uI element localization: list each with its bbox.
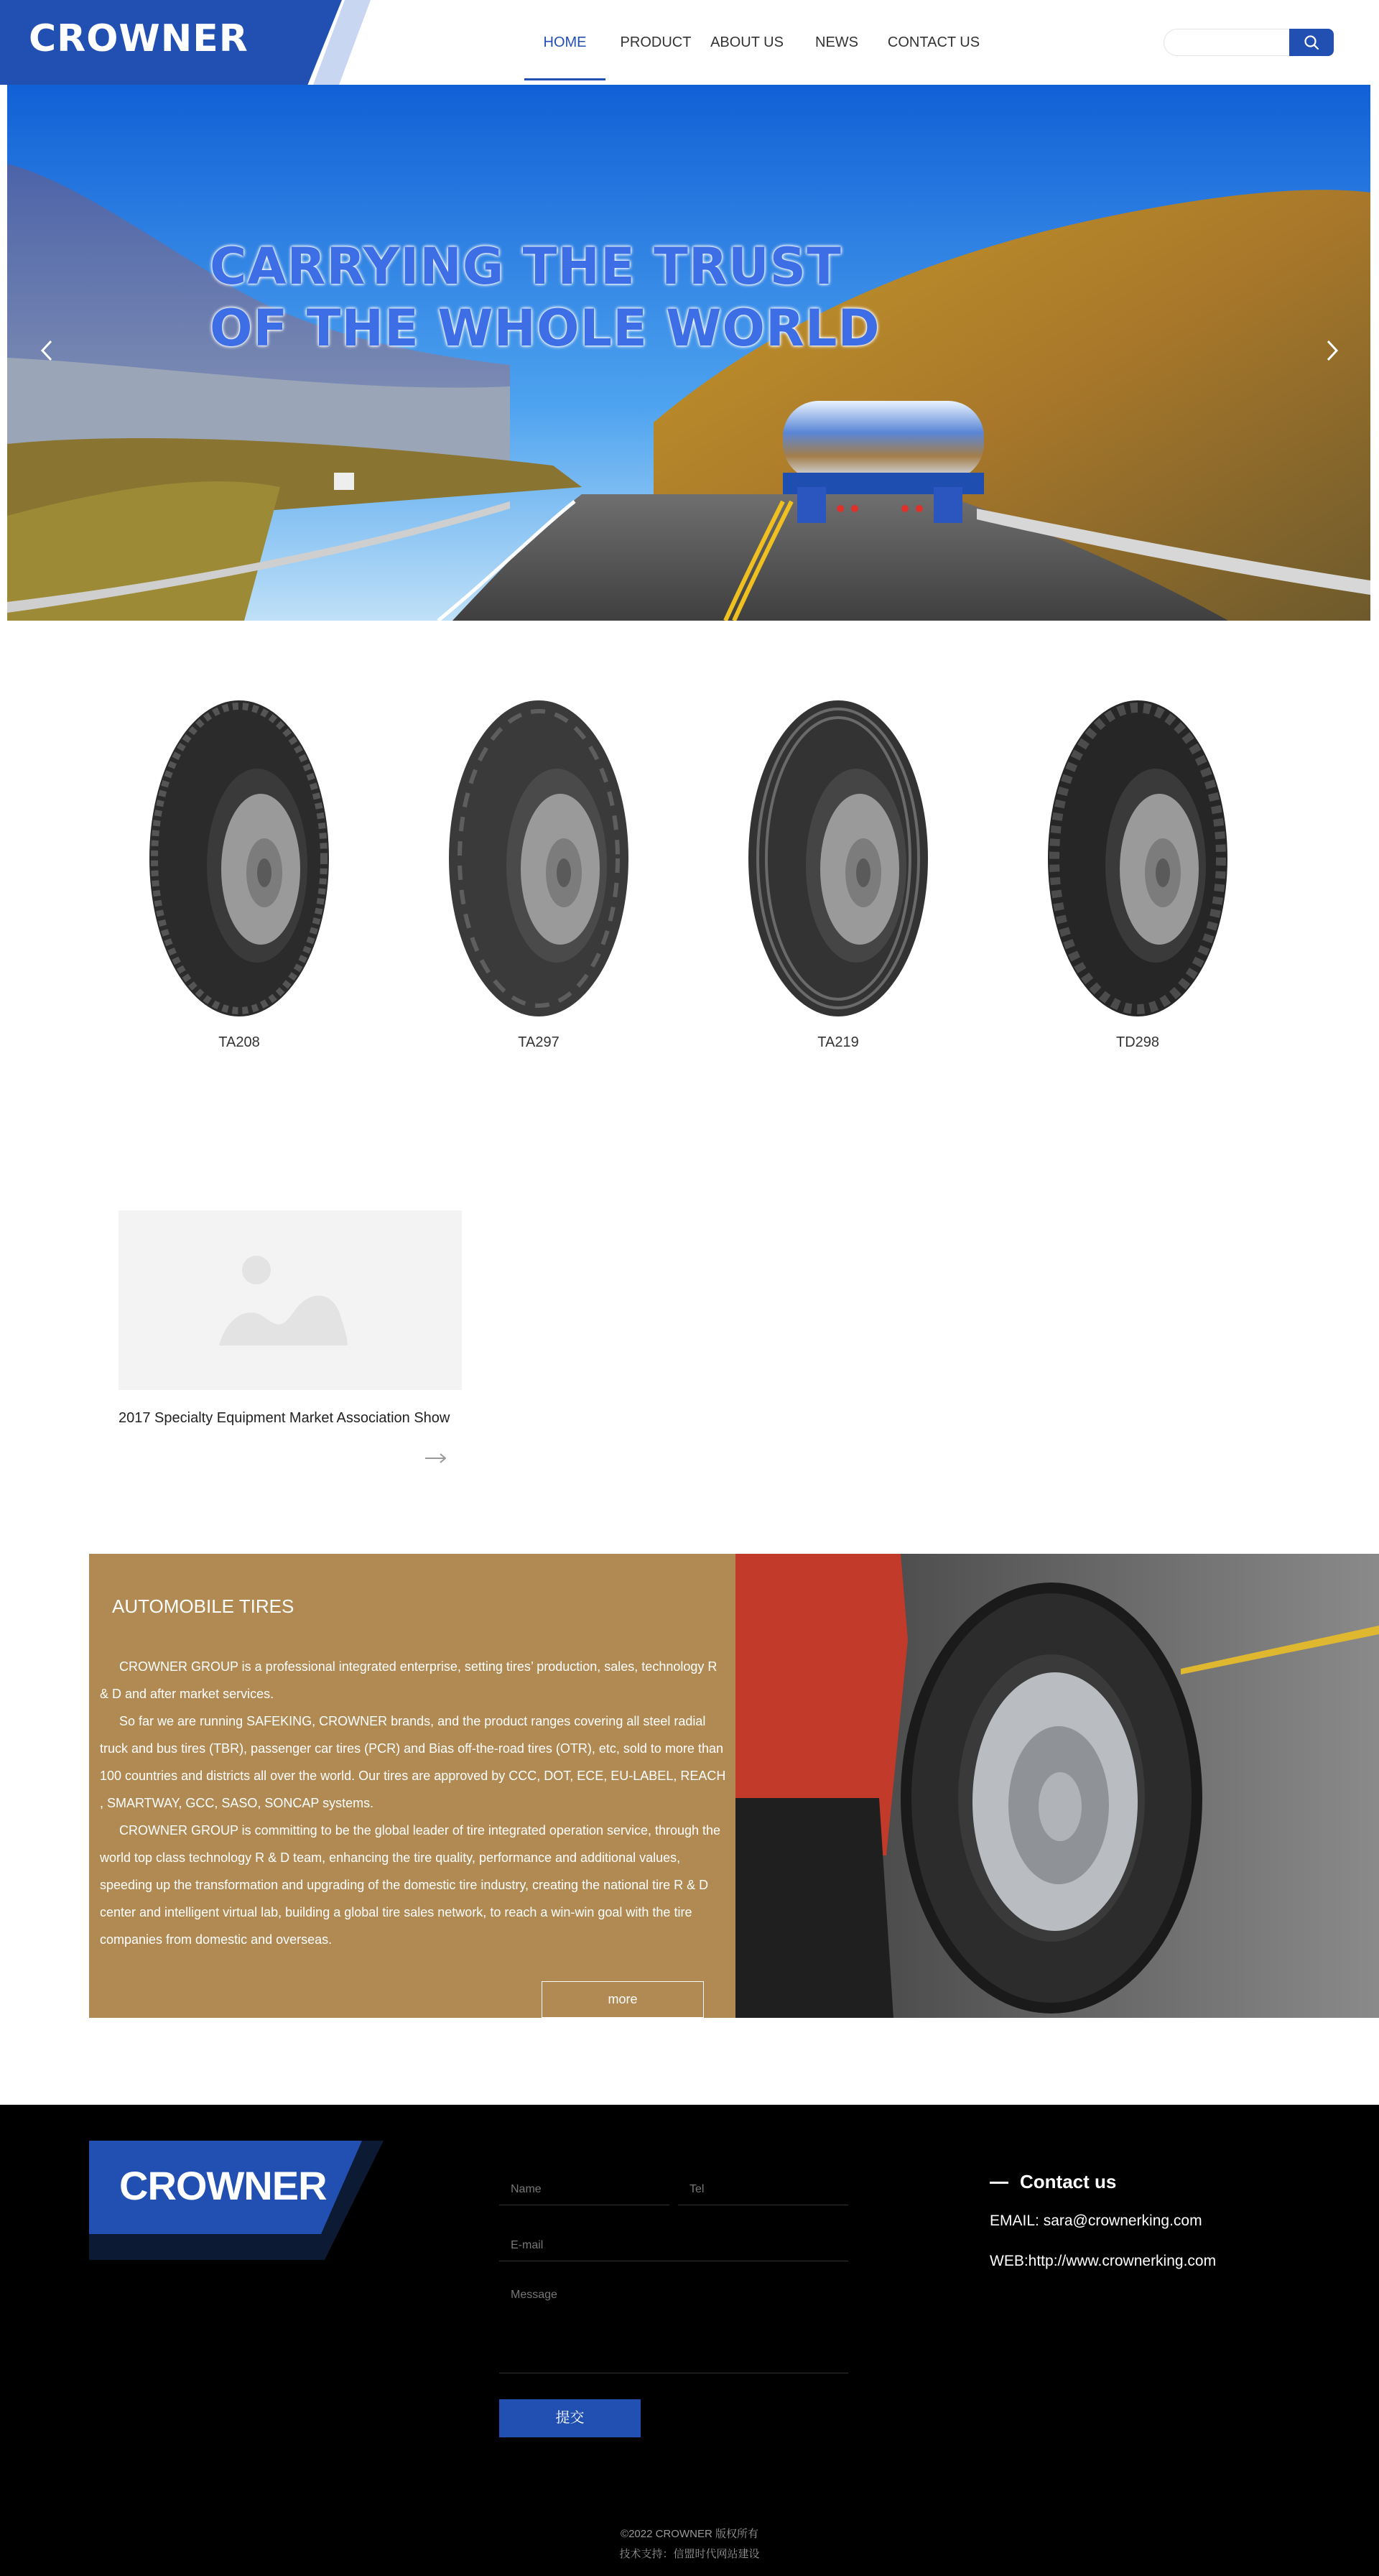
product-card[interactable] [730, 675, 946, 1063]
footer-logo[interactable] [89, 2141, 384, 2260]
hero-banner [7, 85, 1370, 621]
message-field[interactable] [499, 2289, 848, 2373]
tech-support[interactable]: 技术支持：信盟时代网站建设 [619, 2548, 760, 2560]
product-name: TA208 [218, 1034, 260, 1050]
chevron-left-icon [38, 338, 55, 363]
product-card[interactable] [1030, 675, 1245, 1063]
about-paragraph: CROWNER GROUP is a professional integrated enterprise, setting tires’ production, sales, technology R & D and after market services. [100, 1659, 718, 1701]
product-card[interactable] [431, 675, 646, 1063]
name-field[interactable] [499, 2174, 669, 2205]
tire-image [1030, 697, 1245, 1020]
search-box [1164, 29, 1334, 56]
product-name: TA219 [817, 1034, 859, 1050]
image-placeholder-icon [119, 1210, 462, 1390]
logo[interactable] [0, 0, 373, 85]
banner-title-line2: OF THE WHOLE WORLD [210, 299, 881, 358]
search-input[interactable] [1164, 29, 1289, 56]
contact-title [990, 2171, 1116, 2193]
copyright: ©2022 CROWNER 版权所有 [621, 2528, 758, 2540]
email-field[interactable] [499, 2230, 848, 2261]
product-card[interactable] [131, 675, 347, 1063]
banner-title-line1: CARRYING THE TRUST [210, 237, 842, 296]
news-image-placeholder [119, 1210, 462, 1390]
nav-about-us[interactable]: ABOUT US [710, 34, 784, 50]
contact-email[interactable]: EMAIL: sara@crownerking.com [990, 2213, 1202, 2229]
logo-text: CROWNER [29, 17, 249, 60]
banner-next-button[interactable] [1314, 333, 1350, 369]
nav-news[interactable]: NEWS [815, 34, 858, 50]
tire-image [730, 697, 946, 1020]
wheel-photo [735, 1554, 1379, 2018]
news-card[interactable] [119, 1210, 462, 1476]
nav-home[interactable]: HOME [524, 0, 605, 85]
product-list [0, 675, 1379, 1063]
search-icon [1303, 34, 1320, 51]
tel-field[interactable] [678, 2174, 848, 2205]
about-section [89, 1554, 1379, 2018]
banner-prev-button[interactable] [29, 333, 65, 369]
contact-title-text: Contact us [1020, 2171, 1117, 2192]
submit-button[interactable]: 提交 [499, 2399, 641, 2437]
product-name: TA297 [518, 1034, 560, 1050]
nav-contact-us[interactable]: CONTACT US [887, 34, 980, 50]
main-nav [524, 0, 984, 85]
about-title: AUTOMOBILE TIRES [112, 1595, 294, 1617]
about-text [100, 1653, 726, 1953]
news-title[interactable]: 2017 Specialty Equipment Market Association Show [119, 1410, 450, 1426]
tire-image [131, 697, 347, 1020]
arrow-right-icon[interactable] [424, 1451, 448, 1465]
footer-logo-text: CROWNER [119, 2163, 327, 2208]
more-button[interactable]: more [542, 1981, 704, 2018]
about-paragraph: CROWNER GROUP is committing to be the global leader of tire integrated operation service, through the world top class technology R & D team, enhancing the tire quality, performance and additional values, speeding up the transformation and upgrading of the domestic tire industry, creating the national tire R & D center and intelligent virtual lab, building a global tire sales network, to reach a win-win goal with the tire companies from domestic and overseas. [100, 1823, 721, 1947]
banner-title [210, 236, 881, 359]
product-name: TD298 [1115, 1034, 1160, 1050]
about-image [735, 1554, 1379, 2018]
site-header [0, 0, 1379, 85]
chevron-right-icon [1324, 338, 1341, 363]
about-panel [89, 1554, 735, 2018]
nav-product[interactable]: PRODUCT [620, 34, 692, 50]
search-button[interactable] [1289, 29, 1334, 56]
site-footer [0, 2105, 1379, 2576]
contact-web[interactable]: WEB:http://www.crownerking.com [990, 2253, 1217, 2269]
about-paragraph: So far we are running SAFEKING, CROWNER brands, and the product ranges covering all steel radial truck and bus tires (TBR), passenger car tires (PCR) and Bias off-the-road tires (OTR), etc, sold to more than 100 countries and districts all over the world. Our tires are approved by CCC, DOT, ECE, EU-LABEL, REACH , SMARTWAY, GCC, SASO, SONCAP systems. [100, 1714, 726, 1810]
tire-image [431, 697, 646, 1020]
